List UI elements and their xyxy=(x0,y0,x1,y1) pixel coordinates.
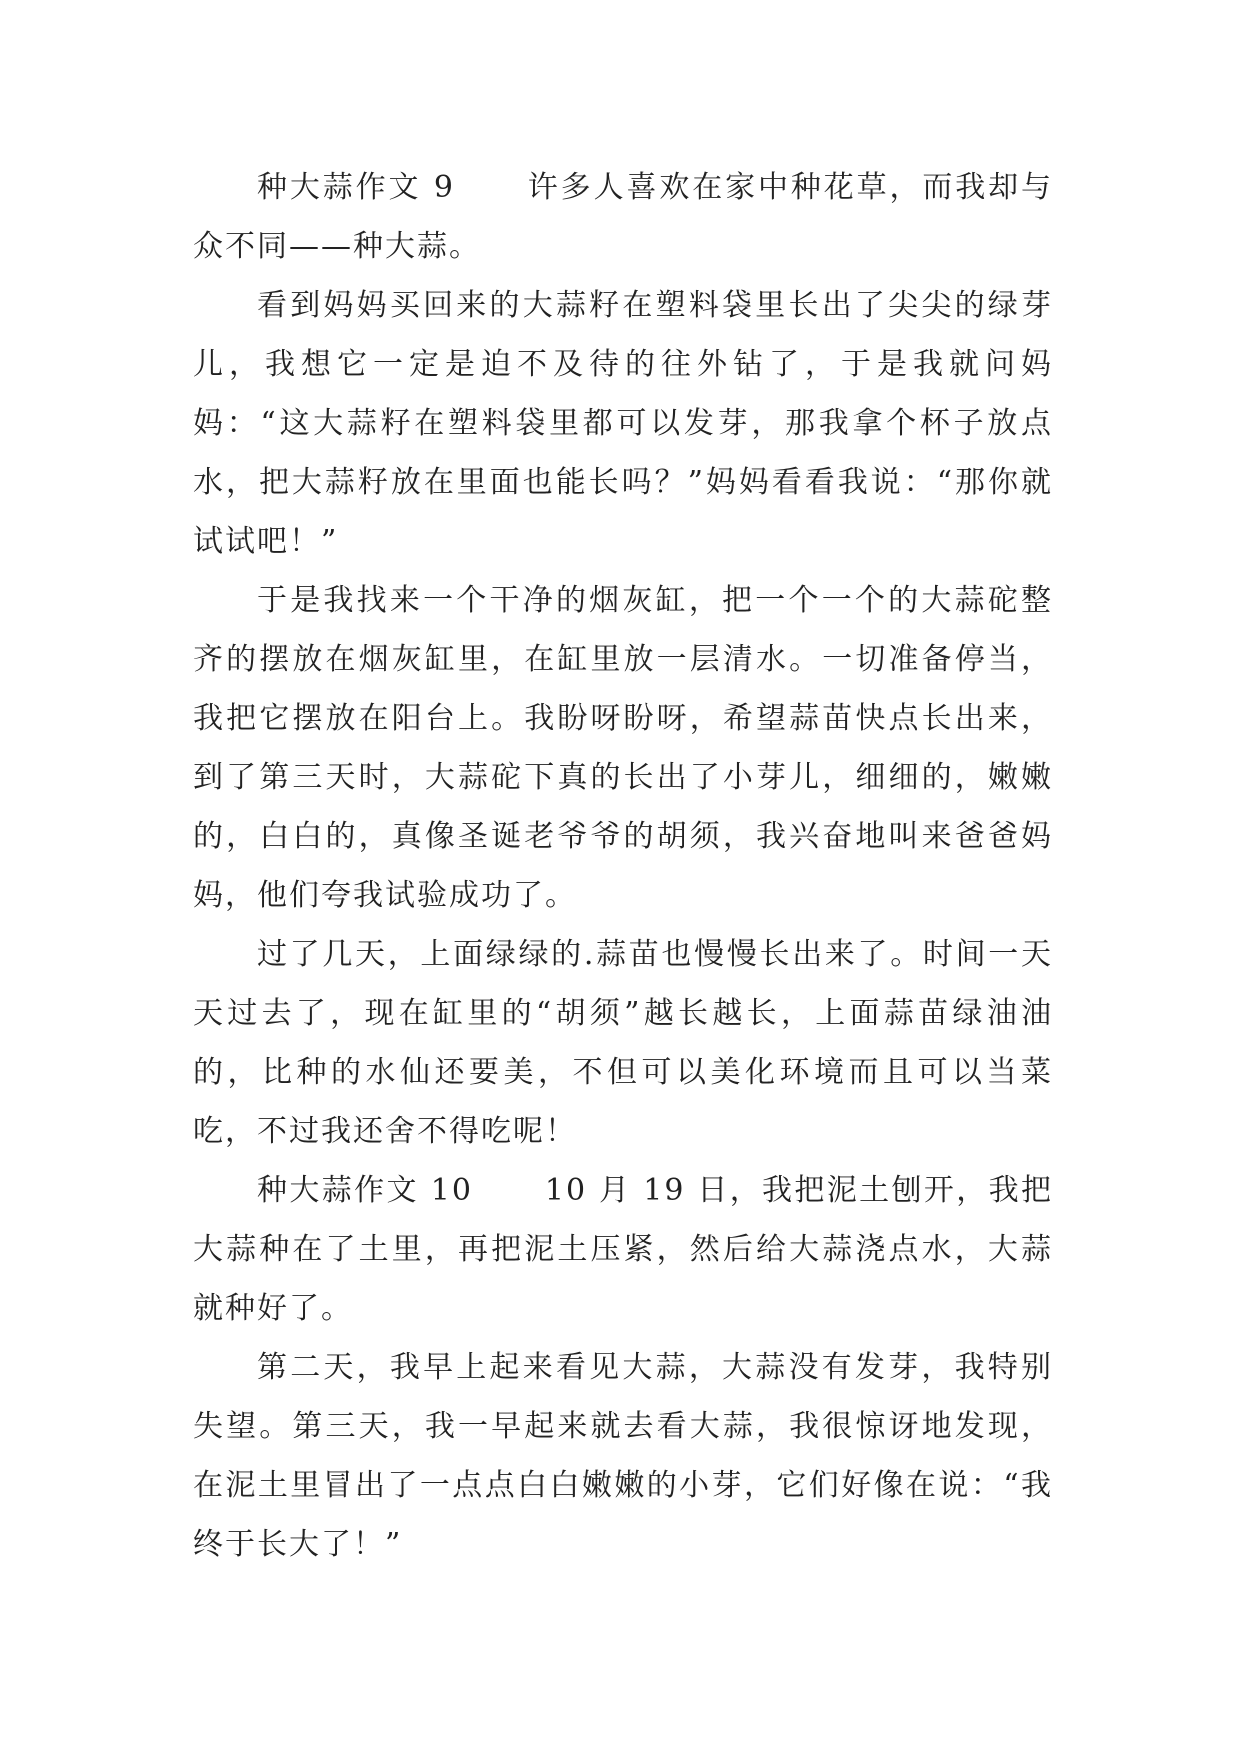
paragraph: 看到妈妈买回来的大蒜籽在塑料袋里长出了尖尖的绿芽儿，我想它一定是迫不及待的往外钻了，于是我就问妈妈：“这大蒜籽在塑料袋里都可以发芽，那我拿个杯子放点水，把大蒜籽放在里面也能长吗？”妈妈看看我说：“那你就试试吧！” xyxy=(193,288,1053,559)
paragraph: 第二天，我早上起来看见大蒜，大蒜没有发芽，我特别失望。第三天，我一早起来就去看大蒜，我很惊讶地发现，在泥土里冒出了一点点白白嫩嫩的小芽，它们好像在说：“我终于长大了！” xyxy=(193,1350,1053,1562)
paragraph: 过了几天，上面绿绿的.蒜苗也慢慢长出来了。时间一天天过去了，现在缸里的“胡须”越长越长，上面蒜苗绿油油的，比种的水仙还要美，不但可以美化环境而且可以当菜吃，不过我还舍不得吃呢！ xyxy=(193,937,1053,1149)
section-10-first-paragraph xyxy=(193,1161,1053,1338)
paragraph: 于是我找来一个干净的烟灰缸，把一个一个的大蒜砣整齐的摆放在烟灰缸里，在缸里放一层清水。一切准备停当，我把它摆放在阳台上。我盼呀盼呀，希望蒜苗快点长出来，到了第三天时，大蒜砣下真的长出了小芽儿，细细的，嫩嫩的，白白的，真像圣诞老爷爷的胡须，我兴奋地叫来爸爸妈妈，他们夸我试验成功了。 xyxy=(193,583,1053,913)
section-9-first-paragraph xyxy=(193,158,1053,276)
section-9-heading: 种大蒜作文 9 xyxy=(257,170,455,205)
paragraph-text: 10 月 19 日，我把泥土刨开，我把大蒜种在了土里，再把泥土压紧，然后给大蒜浇点水，大蒜就种好了。 xyxy=(193,1173,1053,1326)
document-body xyxy=(193,158,1053,1574)
paragraph-text: 许多人喜欢在家中种花草，而我却与众不同——种大蒜。 xyxy=(193,170,1054,264)
section-10-heading: 种大蒜作文 10 xyxy=(257,1173,473,1208)
